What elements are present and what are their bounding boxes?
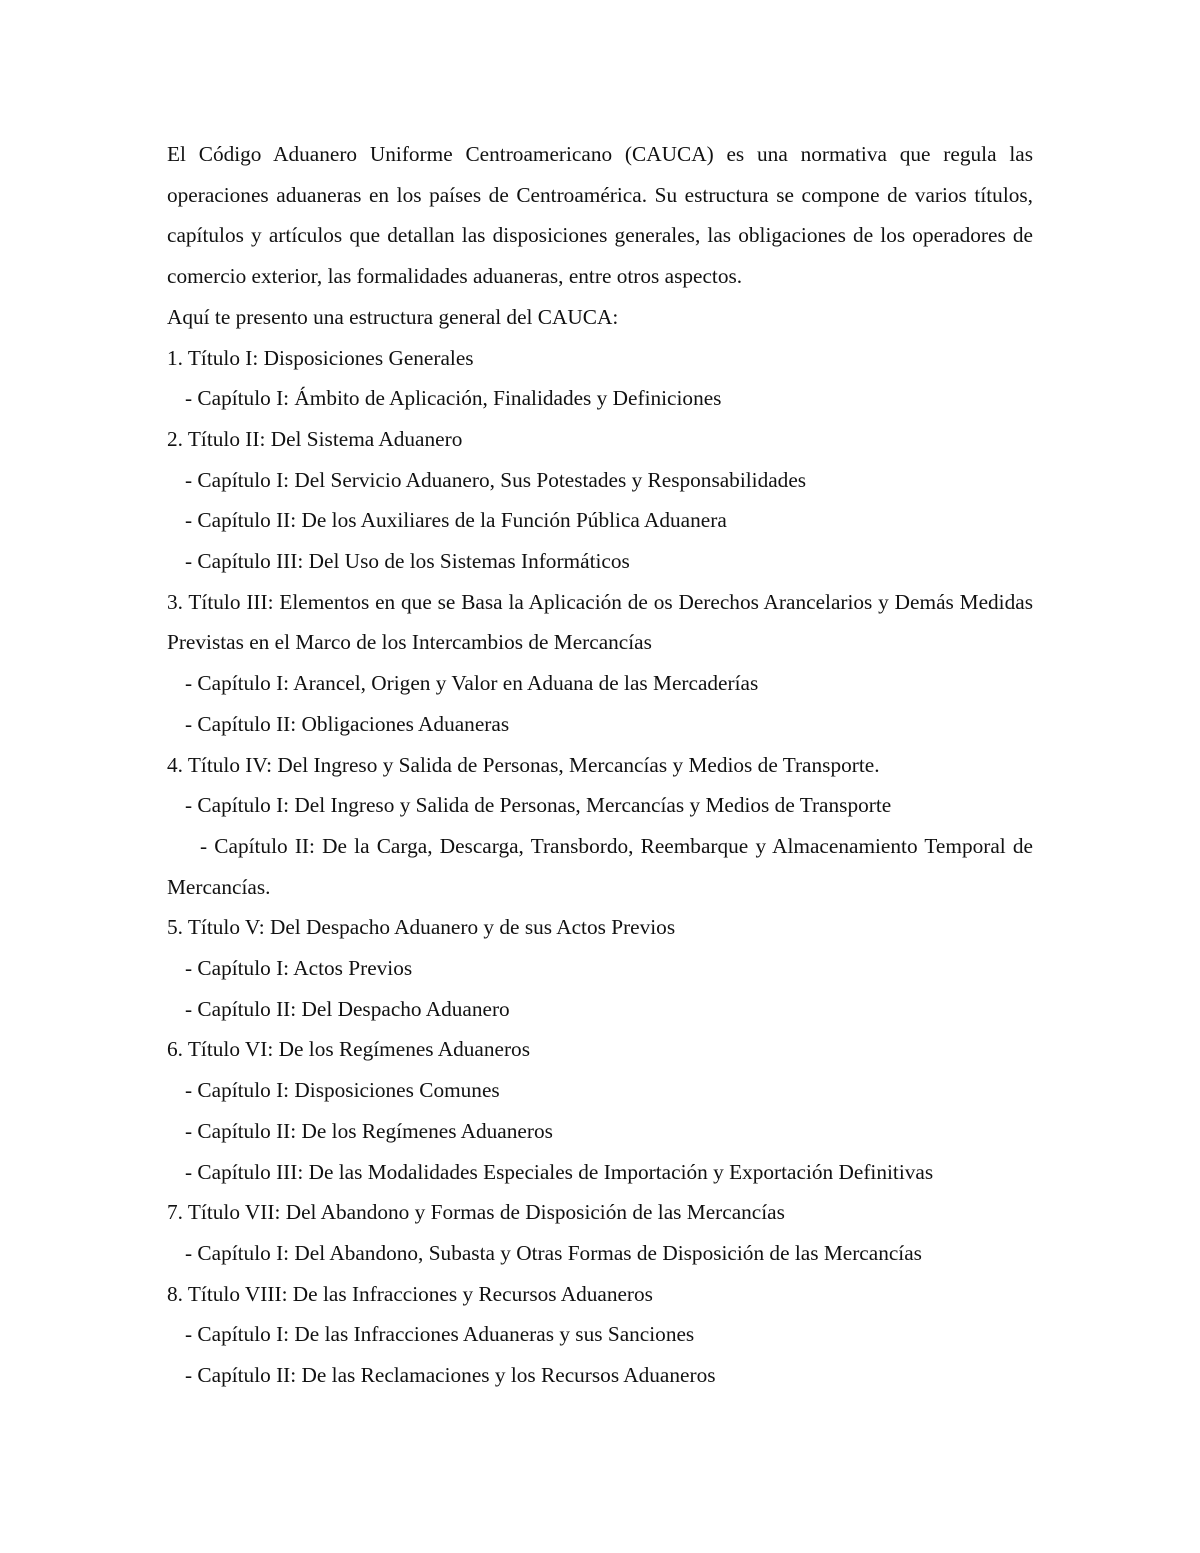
titulo-5-capitulo-1: - Capítulo I: Actos Previos: [185, 956, 413, 981]
titulo-3-capitulo-1: - Capítulo I: Arancel, Origen y Valor en Aduana de las Mercaderías: [185, 671, 759, 696]
titulo-4-capitulo-1: - Capítulo I: Del Ingreso y Salida de Personas, Mercancías y Medios de Transporte: [185, 793, 892, 818]
titulo-4-capitulo-2: - Capítulo II: De la Carga, Descarga, Transbordo, Reembarque y Almacenamiento Temporal de Mercancías.: [167, 833, 1033, 899]
document-page: [167, 134, 1033, 1396]
titulo-5-capitulo-2: - Capítulo II: Del Despacho Aduanero: [185, 996, 510, 1021]
titulo-8: 8. Título VIII: De las Infracciones y Recursos Aduaneros: [167, 1281, 653, 1306]
titulo-6-capitulo-1: - Capítulo I: Disposiciones Comunes: [185, 1078, 500, 1103]
titulo-8-capitulo-1: - Capítulo I: De las Infracciones Aduaneras y sus Sanciones: [185, 1322, 695, 1347]
titulo-3-capitulo-2: - Capítulo II: Obligaciones Aduaneras: [185, 711, 510, 736]
titulo-7: 7. Título VII: Del Abandono y Formas de Disposición de las Mercancías: [167, 1200, 785, 1225]
titulo-4: 4. Título IV: Del Ingreso y Salida de Personas, Mercancías y Medios de Transporte.: [167, 752, 880, 777]
titulo-6-capitulo-2: - Capítulo II: De los Regímenes Aduaneros: [185, 1118, 553, 1143]
titulo-1: 1. Título I: Disposiciones Generales: [167, 345, 474, 370]
titulo-6-capitulo-3: - Capítulo III: De las Modalidades Especiales de Importación y Exportación Definitivas: [185, 1159, 934, 1184]
titulo-2-capitulo-2: - Capítulo II: De los Auxiliares de la Función Pública Aduanera: [185, 508, 727, 533]
titulo-6: 6. Título VI: De los Regímenes Aduaneros: [167, 1037, 530, 1062]
titulo-8-capitulo-2: - Capítulo II: De las Reclamaciones y los Recursos Aduaneros: [185, 1363, 716, 1388]
titulo-1-capitulo-1: - Capítulo I: Ámbito de Aplicación, Finalidades y Definiciones: [185, 386, 722, 411]
intro-paragraph: El Código Aduanero Uniforme Centroamericano (CAUCA) es una normativa que regula las operaciones aduaneras en los países de Centroamérica. Su estructura se compone de varios títulos, capítulos y artículos que detallan las disposiciones generales, las obligaciones de los operadores de comercio exterior, las formalidades aduaneras, entre otros aspectos.: [167, 142, 1033, 289]
structure-lead: Aquí te presento una estructura general del CAUCA:: [167, 304, 619, 329]
titulo-3: 3. Título III: Elementos en que se Basa la Aplicación de os Derechos Arancelarios y Demás Medidas Previstas en el Marco de los Intercambios de Mercancías: [167, 589, 1033, 655]
titulo-2-capitulo-1: - Capítulo I: Del Servicio Aduanero, Sus Potestades y Responsabilidades: [185, 467, 807, 492]
titulo-5: 5. Título V: Del Despacho Aduanero y de sus Actos Previos: [167, 915, 676, 940]
titulo-7-capitulo-1: - Capítulo I: Del Abandono, Subasta y Otras Formas de Disposición de las Mercancías: [185, 1240, 922, 1265]
titulo-2: 2. Título II: Del Sistema Aduanero: [167, 426, 463, 451]
titulo-2-capitulo-3: - Capítulo III: Del Uso de los Sistemas Informáticos: [185, 549, 630, 574]
